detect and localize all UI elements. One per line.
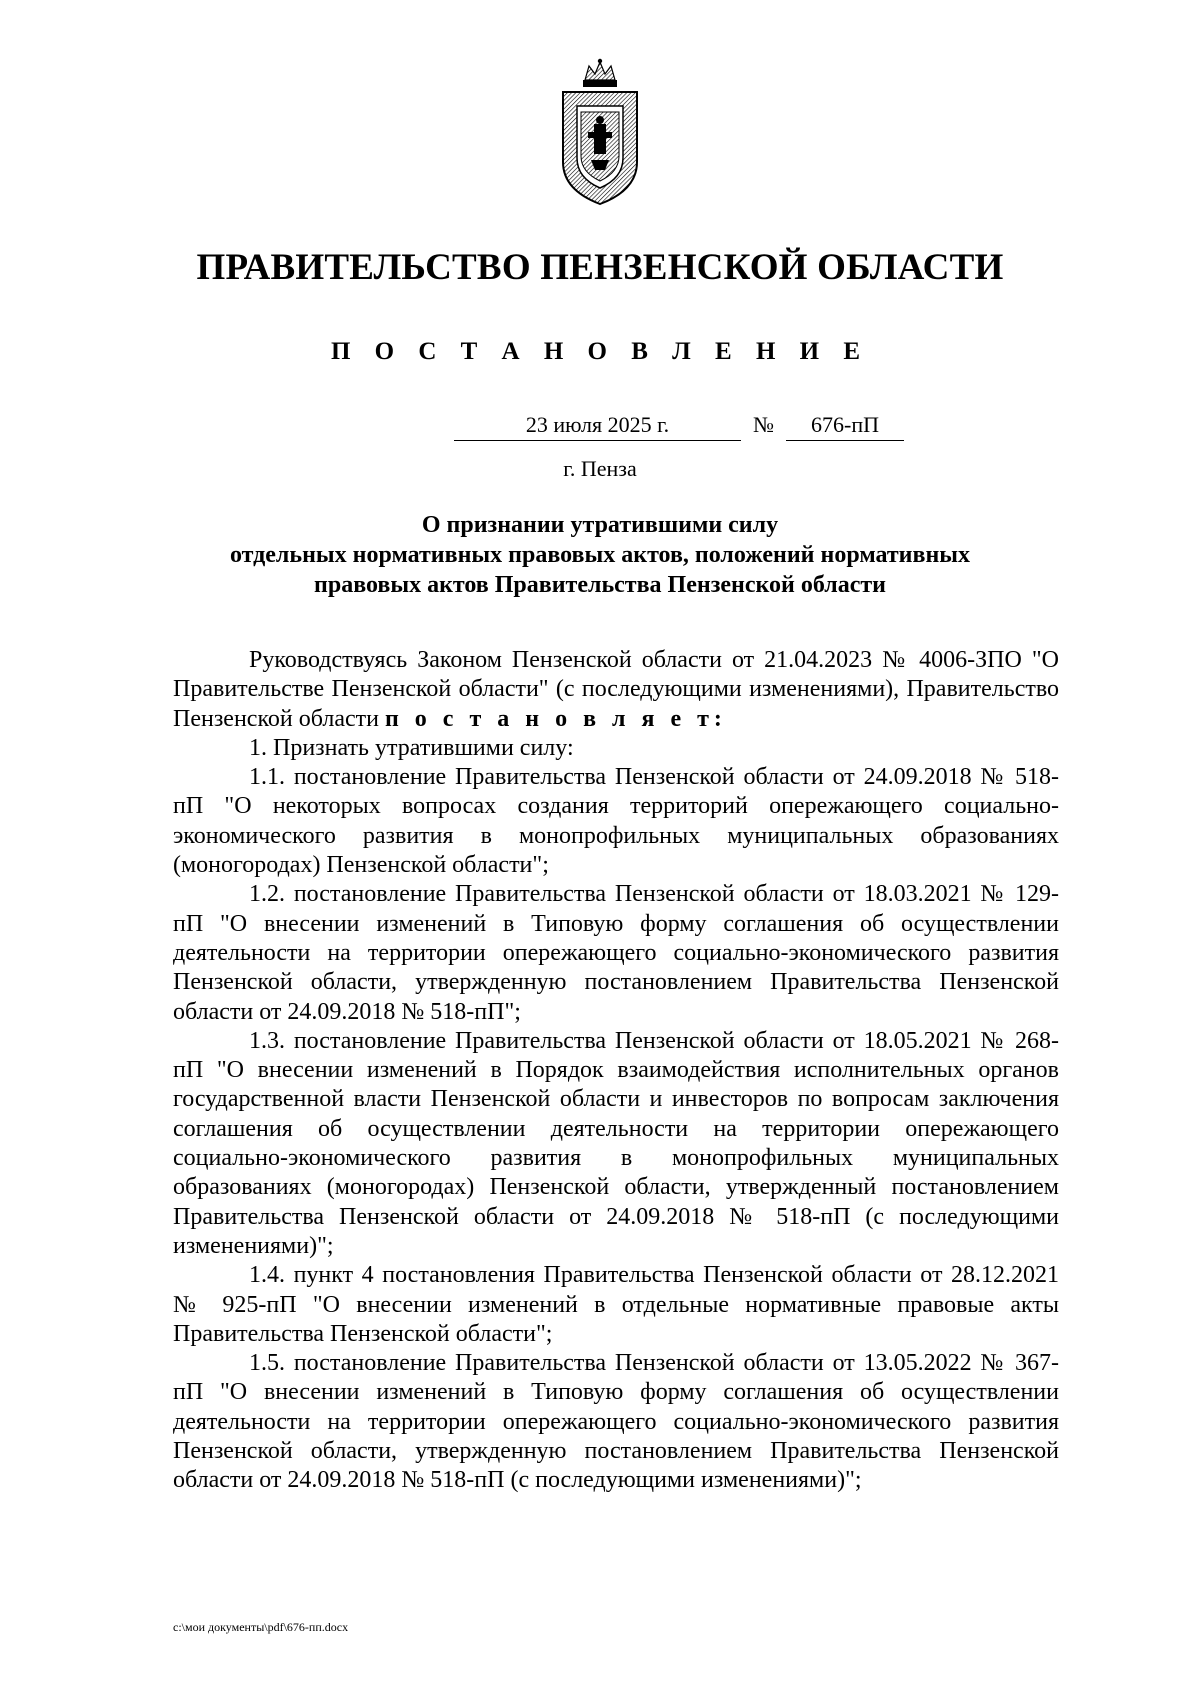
document-city: г. Пенза (563, 456, 637, 481)
document-date: 23 июля 2025 г. (454, 410, 741, 441)
item-1-3: 1.3. постановление Правительства Пензенской области от 18.05.2021 № 268-пП "О внесении изменений в Порядок взаимодействия исполнительных органов государственной власти Пензенской области и инвесторов по вопросам заключения соглашения об осуществлении деятельности на территории опережающего социально-экономического развития в монопрофильных муниципальных образованиях (моногородах) Пензенской области, утвержденный постановлением Правительства Пензенской области от 24.09.2018 № 518-пП (с последующими изменениями)"; (173, 1027, 1059, 1259)
file-path-footer: c:\мои документы\pdf\676-пп.docx (173, 1620, 349, 1634)
subject-line-3: правовых актов Правительства Пензенской области (314, 572, 886, 598)
intro-paragraph (173, 646, 1059, 734)
document-subject (150, 510, 1050, 600)
item-1-5: 1.5. постановление Правительства Пензенской области от 13.05.2022 № 367-пП "О внесении изменений в Типовую форму соглашения об осуществлении деятельности на территории опережающего социально-экономического развития Пензенской области, утвержденную постановлением Правительства Пензенской области от 24.09.2018 № 518-пП (с последующими изменениями)"; (173, 1350, 1059, 1494)
subject-line-1: О признании утратившими силу (421, 512, 779, 538)
subject-line-2: отдельных нормативных правовых актов, положений нормативных (229, 542, 971, 568)
document-body (173, 646, 1059, 1496)
date-number-line (454, 410, 894, 444)
coat-of-arms-icon (555, 58, 645, 208)
item-1-1: 1.1. постановление Правительства Пензенской области от 24.09.2018 № 518-пП "О некоторых вопросах создания территорий опережающего социально-экономического развития в монопрофильных муниципальных образованиях (моногородах) Пензенской области"; (173, 764, 1059, 879)
document-type: П О С Т А Н О В Л Е Н И Е (330, 338, 870, 365)
document-number: 676-пП (786, 410, 904, 441)
item-1: 1. Признать утратившими силу: (249, 734, 574, 761)
resolves-word: п о с т а н о в л я е т: (384, 705, 727, 732)
government-title: ПРАВИТЕЛЬСТВО ПЕНЗЕНСКОЙ ОБЛАСТИ (196, 247, 1004, 288)
intro-text: Руководствуясь Законом Пензенской области от 21.04.2023 № 4006-ЗПО "О Правительстве Пензенской области" (с последующими изменениями), Правительство Пензенской области (173, 647, 1059, 732)
item-1-2: 1.2. постановление Правительства Пензенской области от 18.03.2021 № 129-пП "О внесении изменений в Типовую форму соглашения об осуществлении деятельности на территории опережающего социально-экономического развития Пензенской области, утвержденную постановлением Правительства Пензенской области от 24.09.2018 № 518-пП"; (173, 881, 1059, 1025)
item-1-4: 1.4. пункт 4 постановления Правительства Пензенской области от 28.12.2021 № 925-пП "О внесении изменений в отдельные нормативные правовые акты Правительства Пензенской области"; (173, 1262, 1059, 1347)
number-sign: № (753, 412, 774, 437)
